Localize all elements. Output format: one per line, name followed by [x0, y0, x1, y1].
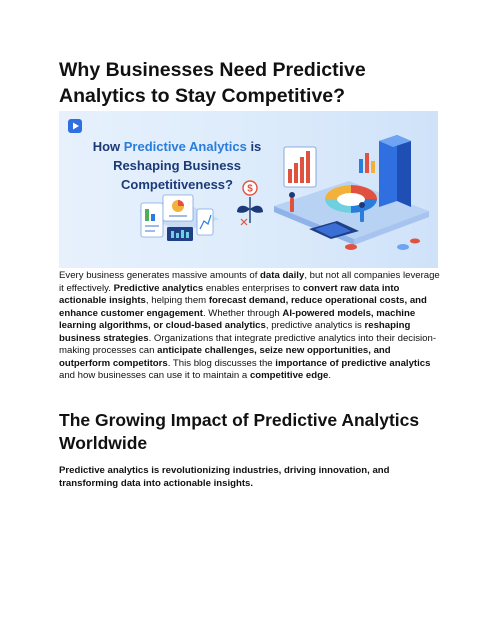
intro-text-segment: , helping them [145, 295, 209, 306]
data-platform-illustration-icon [274, 135, 429, 250]
dollar-plant-icon [237, 181, 263, 225]
intro-bold-phrase: forecast demand, reduce operational costs, and enhance customer engagement [59, 295, 427, 319]
hero-headline-post: is Reshaping Business Competitiveness? [113, 139, 262, 192]
intro-paragraph [59, 270, 441, 383]
dashboard-illustration-icon [139, 195, 219, 241]
intro-text-segment: and how businesses can use it to maintain a [59, 370, 250, 381]
intro-bold-phrase: convert raw data into actionable insights [59, 282, 400, 306]
intro-text-segment: . Organizations that integrate predictive analytics into their decision-making processes can [59, 332, 437, 356]
section-lead-paragraph: Predictive analytics is revolutionizing industries, driving innovation, and transforming data into actionable insights. [59, 465, 390, 489]
analytics-illustration [59, 111, 438, 268]
intro-text-segment: . This blog discusses the [167, 357, 276, 369]
intro-bold-phrase: reshaping business strategies [59, 320, 411, 344]
intro-text-segment: . [328, 370, 331, 381]
hero-banner-image [59, 111, 438, 268]
intro-bold-phrase: AI-powered models, machine learning algorithms, or cloud-based analytics [59, 307, 416, 331]
intro-text-segment: , predictive analytics is [265, 320, 365, 331]
page-title: Why Businesses Need Predictive Analytics to Stay Competitive? [59, 59, 366, 107]
hero-headline-pre: How [92, 139, 124, 154]
hero-headline-highlight: Predictive Analytics [123, 139, 247, 154]
intro-text-segment: Every business generates massive amounts of [59, 270, 261, 281]
intro-bold-phrase: importance of predictive analytics [275, 357, 431, 369]
intro-bold-phrase: anticipate challenges, seize new opportunities, and outperform competitors [59, 345, 391, 369]
intro-text-segment: enables enterprises to [203, 282, 303, 294]
section-heading: The Growing Impact of Predictive Analytics Worldwide [59, 410, 420, 453]
coin-symbol: $ [247, 183, 253, 195]
intro-text-segment: . Whether through [202, 307, 283, 319]
intro-text-segment: , but not all companies leverage it effectively. [59, 270, 440, 294]
intro-bold-phrase: data daily [260, 270, 305, 281]
intro-bold-phrase: Predictive analytics [113, 282, 204, 294]
intro-bold-phrase: competitive edge [249, 370, 329, 381]
